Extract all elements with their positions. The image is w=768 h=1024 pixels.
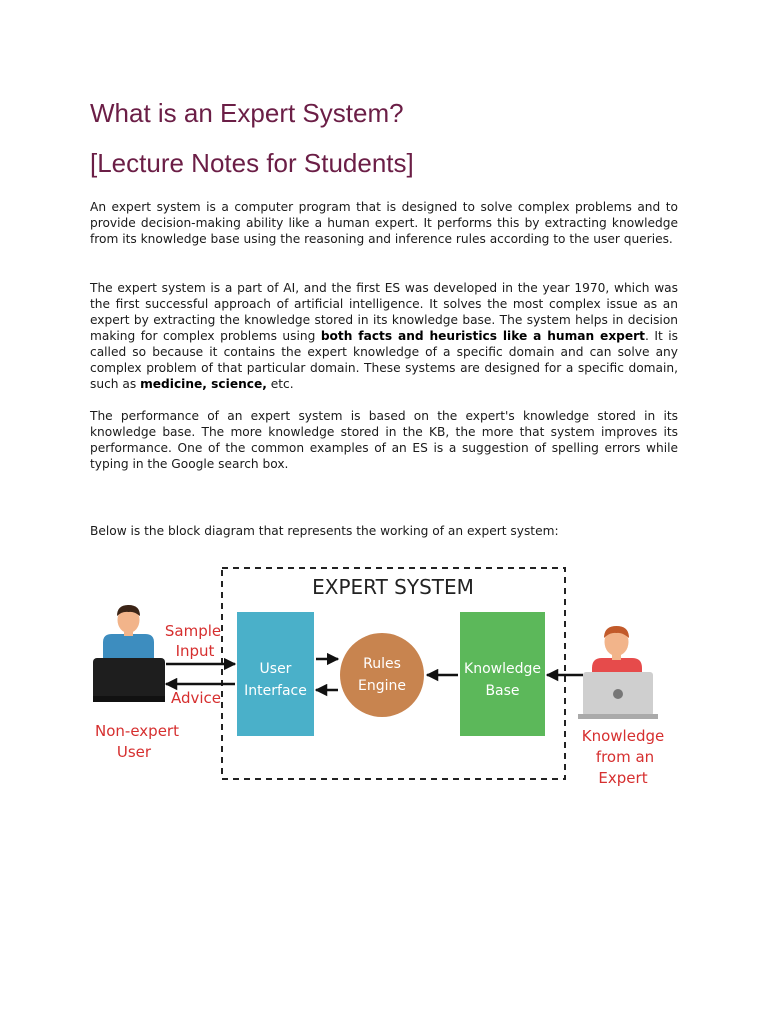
non-expert-user-icon: [93, 605, 165, 702]
rules-engine-label-1: Rules: [363, 656, 401, 672]
paragraph-history-text-1: The expert system is a part of AI, and the first ES was developed in the year 1970, which was the first successful approach of artificial intelligence. It solves the most complex issue as an expert by extracting the knowledge stored in its knowledge base. The system helps in decision making for complex problems using: [90, 281, 678, 343]
advice-label: Advice: [170, 689, 222, 707]
paragraph-history-text-3: etc.: [266, 377, 294, 391]
paragraph-history-bold-2: medicine, science,: [140, 377, 267, 391]
paragraph-performance: The performance of an expert system is based on the expert's knowledge stored in its knowledge base. The more knowledge stored in the KB, the more that system improves its performance. One of the common examples of an ES is a suggestion of spelling errors while typing in the Google search box.: [90, 409, 678, 471]
rules-engine-label-2: Engine: [358, 678, 406, 694]
paragraph-intro: An expert system is a computer program that is designed to solve complex problems and to provide decision-making ability like a human expert. It performs this by extracting knowledge from its knowledge base using the reasoning and inference rules according to the user queries.: [90, 200, 678, 246]
expert-label-2: from an: [595, 748, 655, 766]
paragraph-history-bold-1: both facts and heuristics like a human expert: [320, 329, 646, 343]
expert-system-title: EXPERT SYSTEM: [312, 575, 474, 599]
page-subtitle: [Lecture Notes for Students]: [90, 148, 414, 178]
non-expert-user-label-1: Non-expert: [95, 722, 179, 740]
non-expert-user-label-2: User: [116, 743, 152, 761]
knowledge-base-label-1: Knowledge: [464, 661, 541, 677]
rules-engine-circle: [340, 633, 424, 717]
paragraph-history: [90, 280, 678, 392]
paragraph-history-text-2: . It is called so because it contains the expert knowledge of a specific domain and can solve any complex problem of that particular domain. These systems are designed for a specific domain, such as: [90, 329, 678, 391]
paragraph-diagram-intro: Below is the block diagram that represents the working of an expert system:: [90, 524, 559, 538]
knowledge-base-label-2: Base: [485, 683, 520, 699]
expert-label-3: Expert: [598, 769, 648, 787]
expert-system-block-diagram: [0, 550, 768, 800]
user-interface-label-2: Interface: [244, 683, 307, 699]
user-interface-label-1: User: [259, 661, 292, 677]
page-title: What is an Expert System?: [90, 98, 404, 128]
sample-input-label-2: Input: [175, 642, 215, 660]
sample-input-label-1: Sample: [164, 622, 222, 640]
expert-label-1: Knowledge: [581, 727, 665, 745]
expert-user-icon: [578, 626, 658, 719]
